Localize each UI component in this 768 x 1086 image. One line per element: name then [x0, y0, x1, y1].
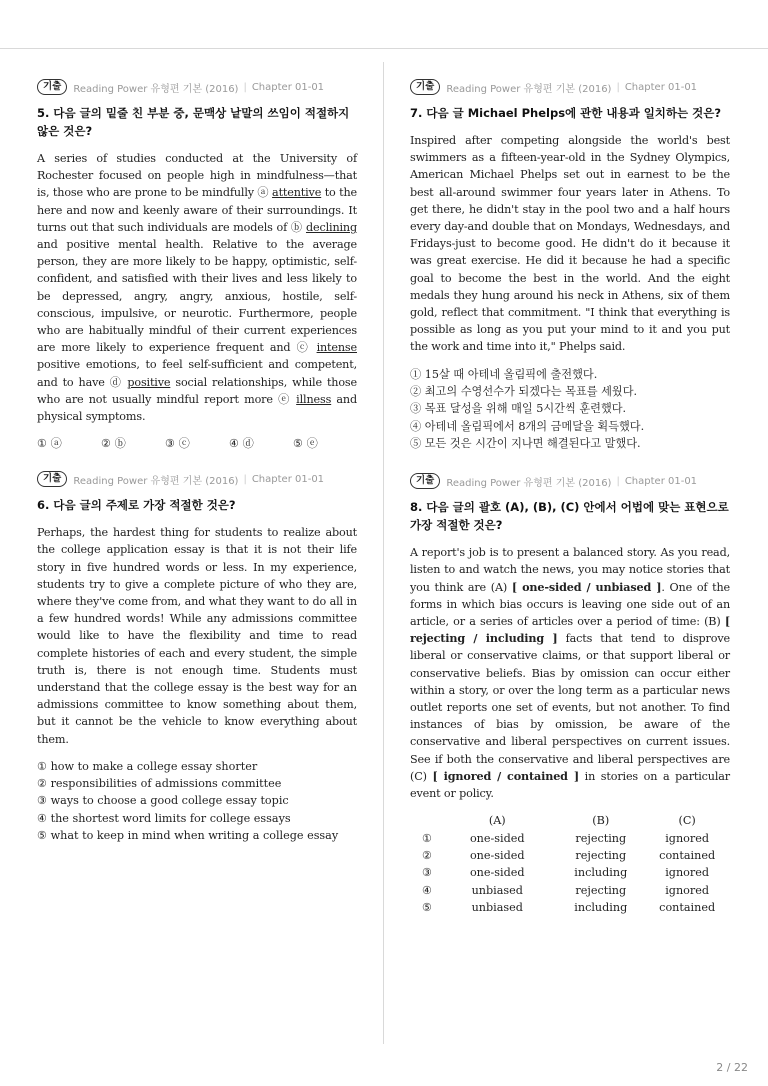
question-5: [37, 78, 357, 452]
source-tag: 기출: [410, 473, 440, 489]
question-title: 5. 다음 글의 밑줄 친 부분 중, 문맥상 낱말의 쓰임이 적절하지 않은 것은?: [37, 106, 350, 138]
passage-text: positive emotions, to feel self-sufficient and competent, and to have ⓓ: [37, 358, 357, 389]
answer-option[interactable]: ① 15살 때 아테네 올림픽에 출전했다.: [410, 367, 598, 381]
source-tag: 기출: [37, 471, 67, 487]
underlined-word-b: declining: [305, 220, 357, 234]
answer-row[interactable]: [422, 864, 730, 881]
question-passage: [37, 150, 357, 425]
question-passage: Perhaps, the hardest thing for students to realize about the college application essay is that it is not their life story in five hundred words or less. In my experience, students try to give a complete picture of who they are, where they've come from, and what they want to do all in a few hundred words! While any admissions committee would like to have the flexibility and time to read complete histories of each and every student, the simple truth is, there is not enough time. Students must understand that the college essay is the best way for an admissions committee to know something about them, but it cannot be the vehicle to know everything about them.: [37, 526, 357, 746]
source-tag: 기출: [37, 79, 67, 95]
choice-a: unbiased: [471, 883, 523, 897]
choice-b: rejecting: [575, 848, 627, 862]
answer-row[interactable]: [422, 829, 730, 846]
question-7: [410, 78, 730, 452]
passage-text: to the here and now and keenly aware of their surroundings. It turns out that such individuals are models of ⓑ: [37, 186, 357, 234]
choice-c: contained: [659, 848, 716, 862]
choice-a: one-sided: [469, 866, 525, 880]
header-divider: [0, 48, 768, 49]
passage-text: social relationships, while those who are not usually mindful report more ⓔ: [37, 375, 357, 406]
option-number: ⑤: [422, 900, 433, 914]
answer-row[interactable]: [422, 847, 730, 864]
source-book: Reading Power 유형편 기본 (2016): [73, 83, 239, 95]
answer-option[interactable]: ① how to make a college essay shorter: [37, 759, 258, 773]
bracket-choice-c: [ ignored / contained ]: [432, 768, 579, 783]
answer-table-header: [422, 812, 730, 829]
source-meta: [37, 470, 357, 488]
answer-options: [37, 758, 357, 844]
question-6: [37, 470, 357, 844]
option-number: ②: [422, 848, 433, 862]
option-number: ④: [422, 883, 433, 897]
choice-a: one-sided: [469, 831, 525, 845]
choice-c: ignored: [665, 831, 710, 845]
answer-table: [422, 812, 730, 916]
question-title: 6. 다음 글의 주제로 가장 적절한 것은?: [37, 498, 236, 513]
choice-b: including: [574, 900, 628, 914]
source-chapter: Chapter 01-01: [624, 81, 698, 93]
meta-separator: |: [616, 81, 620, 93]
underlined-word-e: illness: [296, 392, 332, 406]
question-8: [410, 472, 730, 916]
header-a: (A): [488, 814, 506, 828]
source-meta: [37, 78, 357, 96]
answer-option[interactable]: ② ⓑ: [101, 437, 126, 451]
underlined-word-c: intense: [316, 341, 357, 355]
passage-text: and positive mental health. Relative to the average person, they are more likely to be happy, optimistic, self-confident, and satisfied with their lives and less likely to be depressed, angry, angry, anxious, hostile, self-conscious, impulsive, or neurotic. Furthermore, people who are habitually mindful of their current experiences are more likely to experience frequent and ⓒ: [37, 238, 357, 355]
header-b: (B): [592, 814, 610, 828]
option-number: ③: [422, 866, 433, 880]
source-book: Reading Power 유형편 기본 (2016): [446, 477, 612, 489]
meta-separator: |: [243, 81, 247, 93]
answer-options: [410, 366, 730, 452]
choice-b: including: [574, 866, 628, 880]
choice-a: one-sided: [469, 848, 525, 862]
passage-text: . One of the forms in which bias occurs is leaving one side out of an article, or a series of articles over a period of time: (B): [410, 580, 731, 628]
choice-b: rejecting: [575, 831, 627, 845]
right-column: [410, 78, 730, 930]
option-number: ①: [422, 831, 433, 845]
answer-option[interactable]: ⑤ 모든 것은 시간이 지나면 해결된다고 말했다.: [410, 436, 641, 450]
choice-c: contained: [659, 900, 716, 914]
column-divider: [383, 62, 384, 1044]
answer-option[interactable]: ⑤ what to keep in mind when writing a college essay: [37, 829, 339, 843]
choice-a: unbiased: [471, 900, 523, 914]
header-c: (C): [678, 814, 696, 828]
answer-options: [37, 435, 357, 452]
answer-option[interactable]: ① ⓐ: [37, 437, 62, 451]
passage-text: A report's job is to present a balanced story. As you read, listen to and watch the news, you may notice stories that you think are (A): [410, 546, 730, 594]
answer-option[interactable]: ③ 목표 달성을 위해 매일 5시간씩 훈련했다.: [410, 402, 627, 416]
answer-row[interactable]: [422, 899, 730, 916]
question-passage: [410, 544, 730, 802]
answer-option[interactable]: ② responsibilities of admissions committee: [37, 777, 282, 791]
passage-text: facts that tend to disprove liberal or conservative claims, or that support liberal or conservative beliefs. Bias by omission can occur either within a story, or over the long term as a particular news outlet reports one set of events, but not another. To find instances of bias by omission, be aware of the conservative and liberal perspectives on current issues. See if both the conservative and liberal perspectives are (C): [410, 632, 730, 783]
choice-b: rejecting: [575, 883, 627, 897]
answer-option[interactable]: ② 최고의 수영선수가 되겠다는 목표를 세웠다.: [410, 384, 638, 398]
source-tag: 기출: [410, 79, 440, 95]
question-passage: Inspired after competing alongside the world's best swimmers as a fifteen-year-old in the Sydney Olympics, American Michael Phelps set out in earnest to be the best all-around swimmer four years later in Athens. To get there, he didn't stay in the pool two and a half hours every day-and double that on Mondays, Wednesdays, and Fridays-just to become good. He didn't do it because it was great exercise. He did it because he had a specific goal to become the best in the world. And the eight medals they hung around his neck in Athens, six of them gold, reflect that commitment. "I think that everything is possible as long as you put your mind to it and you put the work and time into it," Phelps said.: [410, 134, 730, 354]
answer-option[interactable]: ④ the shortest word limits for college essays: [37, 811, 291, 825]
question-title: 7. 다음 글 Michael Phelps에 관한 내용과 일치하는 것은?: [410, 106, 722, 120]
page-number: 2 / 22: [716, 1061, 748, 1074]
meta-separator: |: [616, 475, 620, 487]
source-book: Reading Power 유형편 기본 (2016): [73, 475, 239, 487]
passage-text: A series of studies conducted at the University of Rochester focused on people high in mindfulness—that is, those who are prone to be mindfully ⓐ: [37, 152, 357, 200]
underlined-word-d: positive: [127, 375, 171, 389]
choice-c: ignored: [665, 883, 710, 897]
source-chapter: Chapter 01-01: [251, 473, 325, 485]
source-meta: [410, 78, 730, 96]
answer-option[interactable]: ③ ways to choose a good college essay topic: [37, 794, 289, 808]
bracket-choice-b: [ rejecting / including ]: [410, 613, 730, 646]
question-title: 8. 다음 글의 괄호 (A), (B), (C) 안에서 어법에 맞는 표현으로 가장 적절한 것은?: [410, 500, 729, 533]
source-chapter: Chapter 01-01: [624, 475, 698, 487]
underlined-word-a: attentive: [272, 186, 322, 200]
answer-option[interactable]: ④ 아테네 올림픽에서 8개의 금메달을 획득했다.: [410, 419, 645, 433]
left-column: [37, 78, 357, 858]
answer-option[interactable]: ⑤ ⓔ: [293, 437, 318, 451]
passage-text: in stories on a particular event or policy.: [410, 769, 730, 800]
source-book: Reading Power 유형편 기본 (2016): [446, 83, 612, 95]
source-meta: [410, 472, 730, 490]
answer-option[interactable]: ③ ⓒ: [165, 437, 190, 451]
meta-separator: |: [243, 473, 247, 485]
answer-row[interactable]: [422, 881, 730, 898]
source-chapter: Chapter 01-01: [251, 81, 325, 93]
answer-option[interactable]: ④ ⓓ: [229, 437, 254, 451]
bracket-choice-a: [ one-sided / unbiased ]: [511, 579, 662, 594]
passage-text: and physical symptoms.: [37, 392, 357, 424]
choice-c: ignored: [665, 866, 710, 880]
